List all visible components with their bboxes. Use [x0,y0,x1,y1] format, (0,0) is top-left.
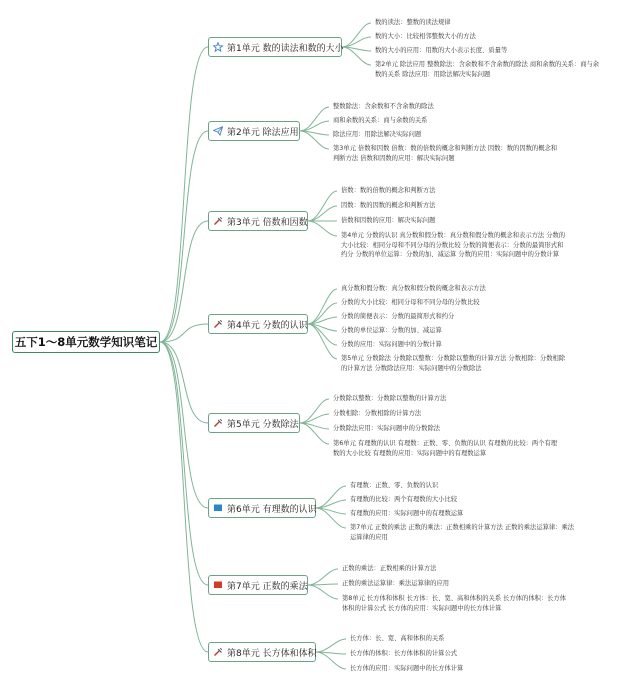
connector-line [308,221,337,236]
topic-text: 分数除以整数：分数除以整数的计算方法 [333,395,447,402]
topic-item[interactable] [333,394,446,404]
topic-text: 第8单元 长方体和体积 长方体：长、宽、高和体积的关系 长方体的体积：长方体 [342,595,567,602]
connector-line [316,639,346,652]
red-flag-icon [213,580,223,590]
topic-text: 判断方法 倍数和因数的应用：解决实际问题 [333,154,455,162]
unit-title: 第7单元 正数的乘法 [227,581,308,592]
unit-node[interactable] [208,575,308,595]
topic-text: 倍数：数的倍数的概念和判断方法 [341,187,436,194]
topic-text: 有理数：正数、零、负数的认识 [350,482,439,489]
root-node[interactable]: 五下1～8单元数学知识笔记 [12,331,160,353]
topic-text: 分数除法应用：实际问题中的分数除法 [333,425,441,432]
topic-item[interactable] [342,594,566,613]
topic-item[interactable] [333,439,557,458]
unit-title: 第6单元 有理数的认识 [227,504,317,515]
topic-text: 第3单元 倍数和因数 倍数：数的倍数的概念和判断方法 因数：数的因数的概念和 [333,145,558,152]
topic-text: 长方体：长、宽、高和体积的关系 [350,635,445,642]
topic-text: 整数除法：含余数和不含余数的除法 [333,103,434,110]
unit-title: 第1单元 数的读法和数的大小 [227,43,344,54]
unit-node[interactable] [208,37,342,57]
topic-text: 有理数的比较：两个有理数的大小比较 [350,496,458,503]
unit-title: 第8单元 长方体和体积 [227,648,317,659]
topic-text: 第2单元 除法应用 整数除法：含余数和不含余数的除法 商和余数的关系：商与余 [375,61,600,68]
connector-line [160,342,208,508]
topic-text: 正数的乘法运算律：乘法运算律的应用 [342,580,450,587]
connector-line [160,47,208,342]
connector-line [342,47,371,65]
connector-line [160,342,208,585]
topic-item[interactable] [333,144,557,163]
topic-text: 商和余数的关系：商与余数的关系 [333,117,428,124]
connector-line [300,107,329,131]
topic-text: 第6单元 有理数的认识 有理数：正数、零、负数的认识 有理数的比较：两个有理 [333,440,558,447]
topic-item[interactable] [375,18,451,28]
connector-line [316,652,346,669]
topic-item[interactable] [333,116,427,126]
unit-node[interactable] [208,498,316,518]
connector-line [160,342,208,652]
topic-text: 大小比较：相同分母和不同分母的分数比较 分数的简便表示：分数的最简形式和 [341,241,564,249]
connector-line [308,585,338,599]
topic-item[interactable] [333,424,440,434]
connector-line [300,131,329,149]
topic-item[interactable] [341,298,480,308]
topic-text: 长方体的体积：长方体体积的计算公式 [350,650,458,657]
topic-text: 数的大小：比较相邻整数大小的方法 [375,33,476,40]
topic-text: 数的读法：整数的读法规律 [375,19,451,26]
unit-title: 第5单元 分数除法 [227,419,299,430]
topic-text: 有理数的应用：实际问题中的有理数运算 [350,510,464,517]
topic-item[interactable] [375,60,599,79]
unit-title: 第4单元 分数的认识 [227,320,308,331]
topic-text: 除法应用：用除法解决实际问题 [333,131,422,138]
topic-item[interactable] [341,312,454,322]
topic-item[interactable] [342,564,436,574]
topic-text: 的计算方法 分数除法应用：实际问题中的分数除法 [341,364,482,372]
topic-item[interactable] [350,481,438,491]
connector-line [308,569,338,585]
topic-item[interactable] [341,231,565,260]
topic-item[interactable] [350,495,457,505]
connector-line [160,342,208,423]
topic-item[interactable] [341,354,565,373]
unit-node[interactable] [208,413,300,433]
paper-plane-icon [213,126,223,136]
topic-text: 第5单元 分数除法 分数除以整数：分数除以整数的计算方法 分数相除：分数相除 [341,355,566,362]
unit-title: 第3单元 倍数和因数 [227,217,308,228]
topic-text: 运算律的应用 [350,533,388,541]
connector-line [308,191,337,221]
connector-line [160,131,208,342]
topic-item[interactable] [341,284,486,294]
connector-line [308,324,337,359]
star-icon [213,42,223,52]
topic-item[interactable] [333,102,434,112]
topic-item[interactable] [341,340,442,350]
connector-line [308,289,337,324]
unit-node[interactable] [208,121,300,141]
unit-title: 第2单元 除法应用 [227,127,299,138]
topic-text: 第7单元 正数的乘法 正数的乘法：正数相乘的计算方法 正数的乘法运算律：乘法 [350,524,575,531]
topic-item[interactable] [341,216,435,226]
topic-text: 因数：数的因数的概念和判断方法 [341,202,436,209]
topic-text: 体积的计算公式 长方体的应用：实际问题中的长方体计算 [342,604,502,612]
topic-text: 分数的应用：实际问题中的分数计算 [341,341,442,348]
tools-icon [213,647,223,657]
topic-text: 长方体的应用：实际问题中的长方体计算 [350,665,464,672]
topic-item[interactable] [350,664,463,674]
topic-item[interactable] [350,523,574,542]
topic-text: 分数的简便表示：分数的最简形式和约分 [341,313,455,320]
topic-text: 分数的大小比较：相同分母和不同分母的分数比较 [341,299,480,306]
tools-icon [213,418,223,428]
topic-item[interactable] [375,46,507,56]
tools-icon [213,216,223,226]
tools-icon [213,319,223,329]
connector-line [308,206,337,221]
topic-text: 真分数和假分数：真分数和假分数的概念和表示方法 [341,285,486,292]
topic-item[interactable] [341,201,435,211]
topic-item[interactable] [341,326,442,336]
topic-item[interactable] [350,509,463,519]
connector-line [342,23,371,47]
topic-text: 第4单元 分数的认识 真分数和假分数：真分数和假分数的概念和表示方法 分数的 [341,232,566,239]
topic-text: 分数的单位运算：分数的加、减运算 [341,327,442,334]
topic-item[interactable] [333,130,421,140]
topic-item[interactable] [350,649,457,659]
topic-item[interactable] [333,409,421,419]
topic-text: 正数的乘法：正数相乘的计算方法 [342,565,437,572]
topic-text: 数的大小的应用：用数的大小表示长度、质量等 [375,47,508,54]
unit-node[interactable] [208,642,316,662]
unit-node[interactable] [208,314,308,334]
topic-text: 数的关系 除法应用：用除法解决实际问题 [375,70,491,78]
topic-item[interactable] [350,634,444,644]
topic-text: 约分 分数的单位运算：分数的加、减运算 分数的应用：实际问题中的分数计算 [341,251,560,258]
topic-item[interactable] [342,579,449,589]
topic-text: 数的大小比较 有理数的应用：实际问题中的有理数运算 [333,449,487,457]
topic-text: 倍数和因数的应用：解决实际问题 [341,217,436,224]
topic-item[interactable] [341,186,435,196]
blue-flag-icon [213,503,223,513]
topic-text: 分数相除：分数相除的计算方法 [333,410,422,417]
unit-node[interactable] [208,211,308,231]
topic-item[interactable] [375,32,476,42]
